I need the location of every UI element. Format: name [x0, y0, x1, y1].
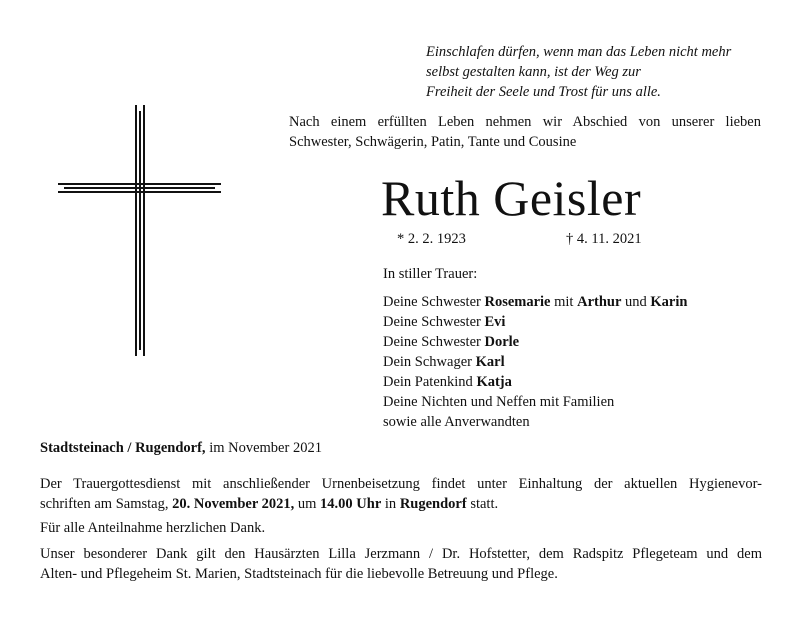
service-time: 14.00 Uhr — [320, 496, 382, 512]
mourner-name: Karin — [650, 294, 688, 310]
date-text: im November 2021 — [205, 440, 322, 456]
mourner-name: Arthur — [577, 294, 622, 310]
cross-icon — [58, 105, 222, 357]
relation: Deine Schwester — [383, 334, 485, 350]
text-fragment: schriften am Samstag, — [40, 496, 173, 512]
intro-text — [289, 112, 761, 152]
intro-line: Schwester, Schwägerin, Patin, Tante und Cousine — [289, 134, 577, 150]
relation: Deine Schwester — [383, 294, 485, 310]
special-thanks — [40, 544, 762, 584]
mourner-line: Deine Nichten und Neffen mit Familien — [383, 394, 615, 410]
text-fragment: statt. — [466, 496, 499, 512]
relation: Dein Patenkind — [383, 374, 477, 390]
special-thanks-line: Alten- und Pflegeheim St. Marien, Stadtsteinach für die liebevolle Betreuung und Pflege. — [40, 566, 558, 582]
mourner-line — [383, 312, 687, 332]
mourner-name: Karl — [475, 354, 505, 370]
mourner-line — [383, 352, 687, 372]
special-thanks-line: Unser besonderer Dank gilt den Hausärzten Lilla Jerzmann / Dr. Hofstetter, dem Radspitz Pflegeteam und dem — [40, 546, 762, 562]
mourner-line: sowie alle Anverwandten — [383, 414, 530, 430]
mourner-line — [383, 372, 687, 392]
death-date: † 4. 11. 2021 — [566, 231, 642, 247]
thanks-line: Für alle Anteilnahme herzlichen Dank. — [40, 520, 266, 536]
service-line — [40, 494, 762, 514]
service-line: Der Trauergottesdienst mit anschließender Urnenbeisetzung findet unter Einhaltung der aktuellen Hygienevor- — [40, 476, 762, 492]
birth-date: * 2. 2. 1923 — [397, 231, 466, 247]
poem-line: Freiheit der Seele und Trost für uns alle. — [426, 84, 661, 100]
mourner-name: Rosemarie — [484, 294, 551, 310]
relation: Dein Schwager — [383, 354, 476, 370]
service-notice — [40, 474, 762, 514]
poem-line: selbst gestalten kann, ist der Weg zur — [426, 64, 641, 80]
text-fragment: in — [381, 496, 400, 512]
poem — [426, 42, 731, 102]
mourners-list — [383, 264, 687, 432]
mourner-line — [383, 332, 687, 352]
connector: und — [621, 294, 651, 310]
mourner-name: Evi — [484, 314, 506, 330]
mourner-name: Katja — [476, 374, 512, 390]
service-location: Rugendorf — [399, 496, 467, 512]
intro-line: Nach einem erfüllten Leben nehmen wir Abschied von unserer lieben — [289, 114, 761, 130]
deceased-name: Ruth Geisler — [381, 170, 642, 226]
place-date — [40, 440, 322, 457]
mourners-heading: In stiller Trauer: — [383, 266, 478, 282]
service-date: 20. November 2021, — [172, 496, 295, 512]
mourner-name: Dorle — [484, 334, 520, 350]
mourner-line — [383, 292, 687, 312]
place: Stadtsteinach / Rugendorf, — [40, 440, 206, 456]
connector: mit — [550, 294, 578, 310]
text-fragment: um — [294, 496, 321, 512]
poem-line: Einschlafen dürfen, wenn man das Leben nicht mehr — [426, 44, 732, 60]
relation: Deine Schwester — [383, 314, 485, 330]
